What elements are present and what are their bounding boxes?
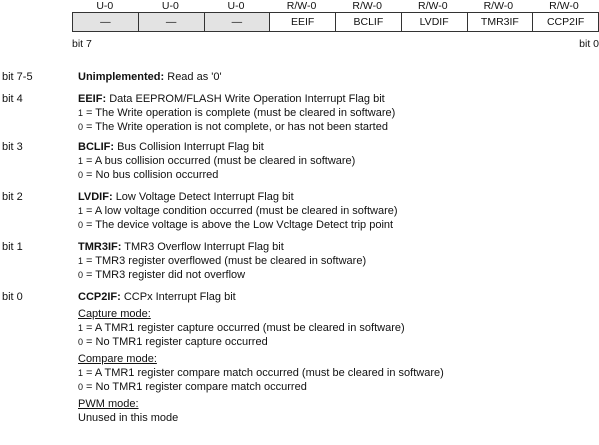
bit-entry-4 <box>0 92 599 140</box>
bit-value: 1 <box>78 108 84 118</box>
bit-name: Unimplemented: <box>78 71 165 83</box>
bit-value: 0 <box>78 220 84 230</box>
bit-value: 1 <box>78 156 84 166</box>
bit-title <box>78 70 599 84</box>
access-label: U-0 <box>96 0 114 12</box>
bit-low-label: bit 0 <box>579 38 599 50</box>
value-text: = No TMR1 register capture occurred <box>86 336 268 348</box>
bit-name: BCLIF: <box>78 141 115 153</box>
value-line <box>78 321 599 335</box>
bit-entry-2 <box>0 190 599 240</box>
access-label: R/W-0 <box>417 0 448 12</box>
bit-number: bit 0 <box>2 291 23 303</box>
mode-title: PWM mode: <box>78 398 139 410</box>
bit-value: 0 <box>78 337 84 347</box>
bit-field-row <box>72 12 599 32</box>
bit-desc: Read as '0' <box>167 71 222 83</box>
value-line <box>78 154 599 168</box>
access-label: U-0 <box>227 0 245 12</box>
access-label: R/W-0 <box>352 0 382 12</box>
bit-value: 0 <box>78 122 84 132</box>
bit-value: 0 <box>78 170 84 180</box>
value-text: = A TMR1 register capture occurred (must be cleared in software) <box>86 322 405 334</box>
bit-desc: CCPx Interrupt Flag bit <box>123 291 236 303</box>
access-label: R/W-0 <box>483 0 514 12</box>
bit-number: bit 4 <box>2 93 23 105</box>
bit-number: bit 3 <box>2 141 23 153</box>
bit-desc: TMR3 Overflow Interrupt Flag bit <box>124 241 284 253</box>
bit-name: TMR3IF: <box>78 241 122 253</box>
value-line <box>78 254 599 268</box>
bit-entry-1 <box>0 240 599 290</box>
value-line <box>78 380 599 394</box>
value-text: = The device voltage is above the Low Vcltage Detect trip point <box>86 219 394 231</box>
value-text: = No bus collision occurred <box>86 169 219 181</box>
access-label: R/W-0 <box>286 0 317 12</box>
mode-note: Unused in this mode <box>78 412 179 424</box>
value-line <box>78 204 599 218</box>
access-row <box>72 0 599 12</box>
bit-cell: EEIF <box>269 13 335 31</box>
bit-descriptions <box>0 70 599 425</box>
mode-title: Capture mode: <box>78 308 151 320</box>
value-text: = TMR3 register did not overflow <box>86 269 246 281</box>
bit-cell: — <box>204 13 270 31</box>
value-text: = A low voltage condition occurred (must be cleared in software) <box>86 205 398 217</box>
bit-entry-0 <box>0 290 599 425</box>
value-text: = TMR3 register overflowed (must be cleared in software) <box>86 255 367 267</box>
value-text: = The Write operation is not complete, or has not been started <box>86 121 388 133</box>
bit-name: LVDIF: <box>78 191 113 203</box>
value-text: = The Write operation is complete (must be cleared in software) <box>86 107 396 119</box>
register-diagram <box>72 0 599 50</box>
bit-entry-7-5 <box>0 70 599 92</box>
bit-value: 1 <box>78 323 84 333</box>
bit-title <box>78 92 599 106</box>
bit-cell: TMR3IF <box>467 13 533 31</box>
bit-value: 1 <box>78 206 84 216</box>
bit-title <box>78 240 599 254</box>
bit-cell: CCP2IF <box>532 13 598 31</box>
bit-name: EEIF: <box>78 93 107 105</box>
value-line <box>78 168 599 182</box>
bit-high-label: bit 7 <box>72 38 92 50</box>
bit-value: 0 <box>78 270 84 280</box>
bit-value: 1 <box>78 256 84 266</box>
bit-title <box>78 190 599 204</box>
access-label: U-0 <box>161 0 179 12</box>
bit-cell: BCLIF <box>335 13 401 31</box>
bit-title <box>78 290 599 304</box>
bit-value: 1 <box>78 368 84 378</box>
mode-title: Compare mode: <box>78 353 157 365</box>
value-line <box>78 366 599 380</box>
bit-number: bit 1 <box>2 241 23 253</box>
bit-entry-3 <box>0 140 599 190</box>
value-line <box>78 106 599 120</box>
value-text: = No TMR1 register compare match occurred <box>86 381 307 393</box>
bit-range-labels <box>72 38 599 50</box>
bit-desc: Low Voltage Detect Interrupt Flag bit <box>115 191 294 203</box>
bit-title <box>78 140 599 154</box>
bit-cell: — <box>138 13 204 31</box>
value-text: = A bus collision occurred (must be cleared in software) <box>86 155 356 167</box>
bit-desc: Data EEPROM/FLASH Write Operation Interrupt Flag bit <box>109 93 385 105</box>
bit-value: 0 <box>78 382 84 392</box>
bit-number: bit 2 <box>2 191 23 203</box>
value-line <box>78 268 599 282</box>
bit-number: bit 7-5 <box>2 71 33 83</box>
value-line <box>78 335 599 349</box>
bit-cell: LVDIF <box>401 13 467 31</box>
value-line <box>78 120 599 134</box>
access-label: R/W-0 <box>549 0 579 12</box>
value-text: = A TMR1 register compare match occurred (must be cleared in software) <box>86 367 444 379</box>
bit-desc: Bus Collision Interrupt Flag bit <box>117 141 264 153</box>
bit-name: CCP2IF: <box>78 291 121 303</box>
bit-cell: — <box>73 13 138 31</box>
value-line <box>78 218 599 232</box>
